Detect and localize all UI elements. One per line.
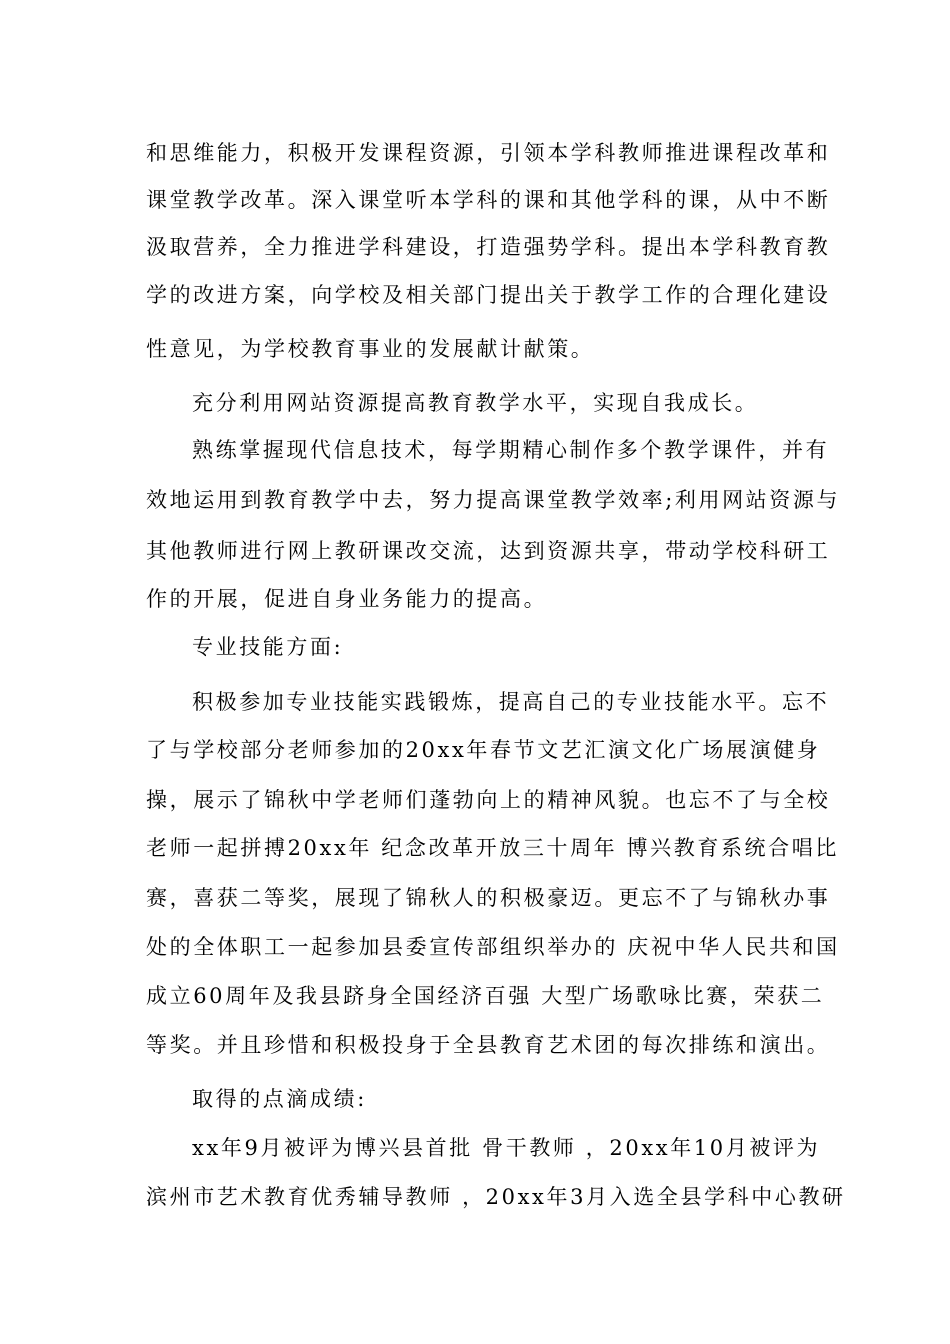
- text-line: 学的改进方案，向学校及相关部门提出关于教学工作的合理化建设: [146, 283, 831, 307]
- paragraph-heading: 充分利用网站资源提高教育教学水平，实现自我成长。: [192, 391, 759, 415]
- section-heading: 专业技能方面:: [192, 635, 344, 659]
- text-line: 操，展示了锦秋中学老师们蓬勃向上的精神风貌。也忘不了与全校: [146, 788, 831, 812]
- text-line: 老师一起拼搏20xx年 纪念改革开放三十周年 博兴教育系统合唱比: [146, 836, 839, 860]
- text-line: 了与学校部分老师参加的20xx年春节文艺汇演文化广场展演健身: [146, 738, 821, 762]
- text-line: 其他教师进行网上教研课改交流，达到资源共享，带动学校科研工: [146, 539, 831, 563]
- text-line: 积极参加专业技能实践锻炼，提高自己的专业技能水平。忘不: [192, 690, 830, 714]
- text-line: 作的开展，促进自身业务能力的提高。: [146, 587, 548, 611]
- text-line: 处的全体职工一起参加县委宣传部组织举办的 庆祝中华人民共和国: [146, 935, 840, 959]
- text-line: xx年9月被评为博兴县首批 骨干教师 ，20xx年10月被评为: [192, 1136, 821, 1160]
- text-line: 成立60周年及我县跻身全国经济百强 大型广场歌咏比赛，荣获二: [146, 984, 825, 1008]
- text-line: 滨州市艺术教育优秀辅导教师 ，20xx年3月入选全县学科中心教研: [146, 1185, 846, 1209]
- text-line: 和思维能力，积极开发课程资源，引领本学科教师推进课程改革和: [146, 141, 831, 165]
- text-line: 效地运用到教育教学中去，努力提高课堂教学效率;利用网站资源与: [146, 488, 841, 512]
- text-line: 课堂教学改革。深入课堂听本学科的课和其他学科的课，从中不断: [146, 188, 831, 212]
- text-line: 等奖。并且珍惜和积极投身于全县教育艺术团的每次排练和演出。: [146, 1033, 831, 1057]
- text-line: 熟练掌握现代信息技术，每学期精心制作多个教学课件，并有: [192, 438, 830, 462]
- text-line: 性意见，为学校教育事业的发展献计献策。: [146, 337, 595, 361]
- section-heading: 取得的点滴成绩:: [192, 1087, 367, 1111]
- text-line: 汲取营养，全力推进学科建设，打造强势学科。提出本学科教育教: [146, 235, 831, 259]
- text-line: 赛，喜获二等奖，展现了锦秋人的积极豪迈。更忘不了与锦秋办事: [146, 886, 831, 910]
